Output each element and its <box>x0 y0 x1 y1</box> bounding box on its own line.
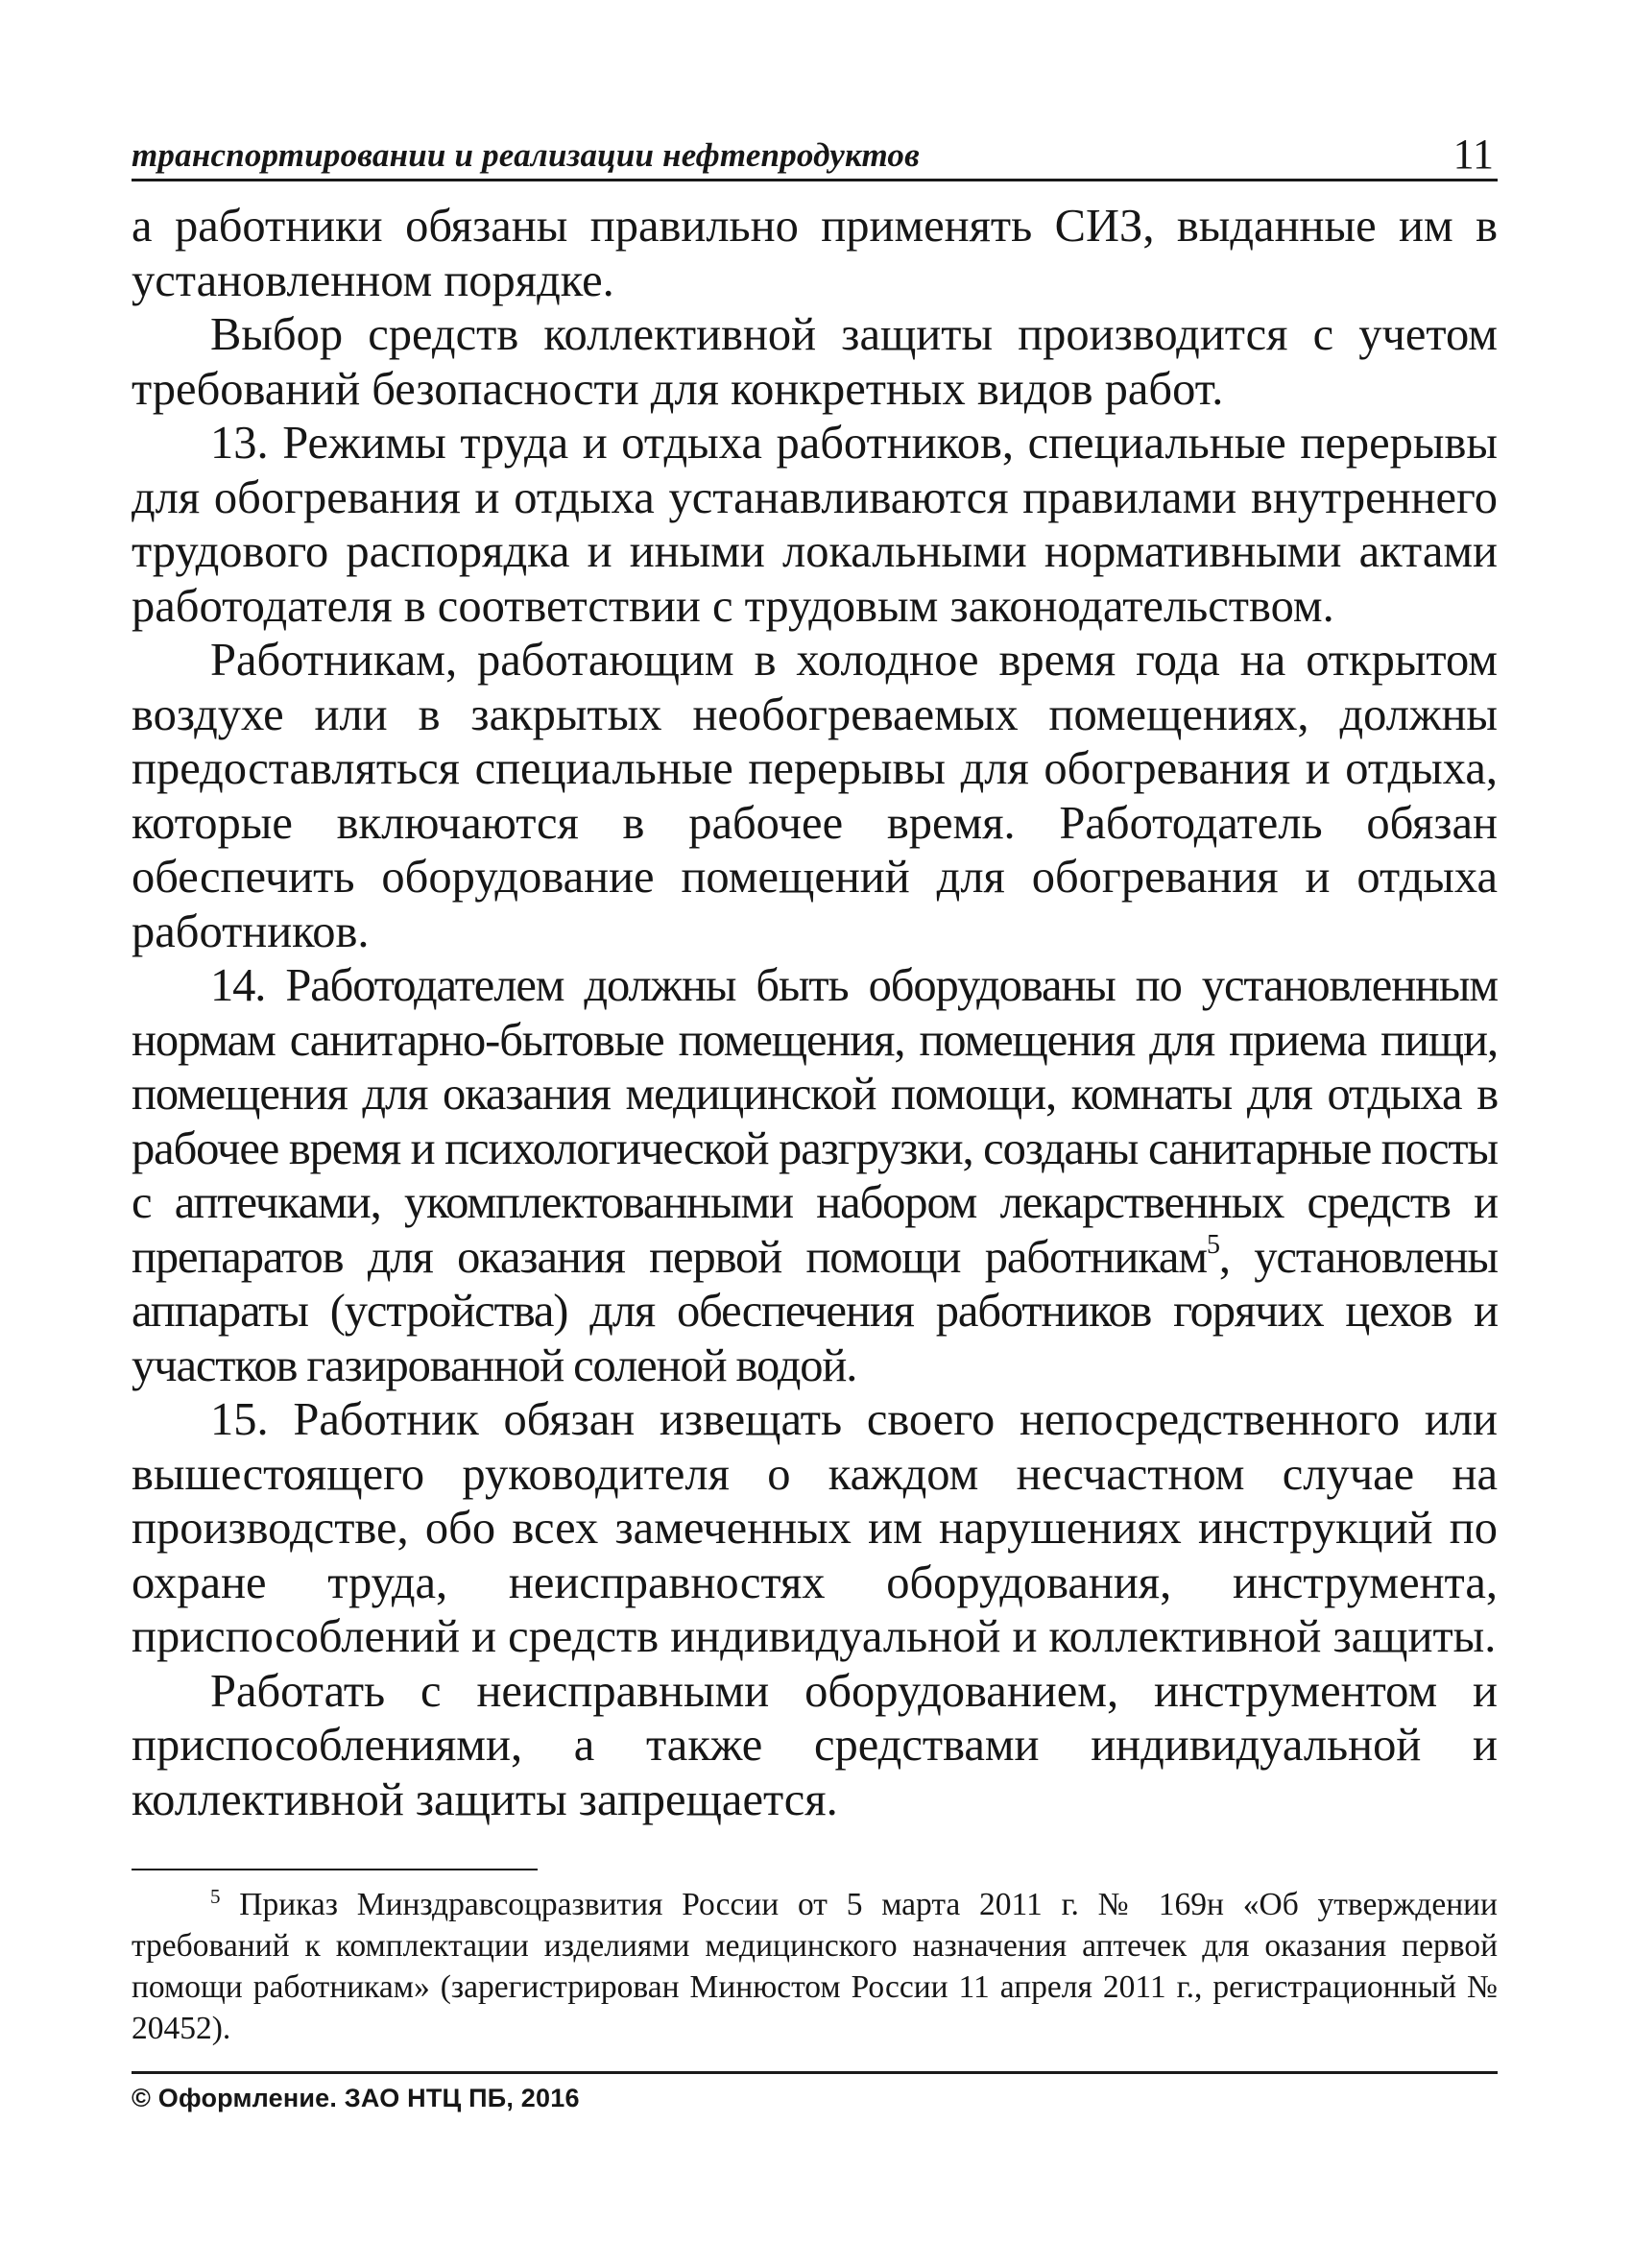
page-number: 11 <box>1452 131 1494 178</box>
document-page <box>132 0 1498 2268</box>
footnote-number: 5 <box>210 1885 221 1908</box>
paragraph-prohibition: Работать с неисправными оборудованием, инструментом и приспособлениями, а также средствами индивидуальной и коллективной защиты запрещается. <box>132 1665 1498 1825</box>
copyright-notice: © Оформление. ЗАО НТЦ ПБ, 2016 <box>132 2084 580 2112</box>
footnote-separator <box>132 1869 538 1870</box>
running-header <box>132 123 1498 181</box>
body-text <box>132 200 1498 1827</box>
footnote <box>132 1884 1498 2049</box>
running-title: транспортировании и реализации нефтепродуктов <box>132 136 920 174</box>
paragraph-item-14-text-end: , установлены аппараты (устройства) для обеспечения работников горячих цехов и участков газированной соленой водой. <box>132 1231 1498 1391</box>
footer-rule <box>132 2071 1498 2074</box>
footnote-text: Приказ Минздравсоцразвития России от 5 марта 2011 г. № 169н «Об утверждении требований к комплектации изделиями медицинского назначения аптечек для оказания первой помощи работникам» (зарегистрирован Минюстом России 11 апреля 2011 г., регистрационный № 20452). <box>132 1887 1498 2046</box>
footnote-reference: 5 <box>1206 1229 1219 1260</box>
paragraph-item-13: 13. Режимы труда и отдыха работников, специальные перерывы для обогревания и отдыха устанавливаются правилами внутреннего трудового распорядка и иными локальными нормативными актами работодателя в соответствии с трудовым законодательством. <box>132 418 1498 632</box>
paragraph-item-15: 15. Работник обязан извещать своего непосредственного или вышестоящего руководителя о каждом несчастном случае на производстве, обо всех замеченных им нарушениях инструкций по охране труда, неисправностях оборудования, инструмента, приспособлений и средств индивидуальной и коллективной защиты. <box>132 1394 1498 1662</box>
paragraph-item-14 <box>132 959 1498 1393</box>
paragraph-continuation: а работники обязаны правильно применять СИЗ, выданные им в установленном порядке. <box>132 201 1498 306</box>
paragraph-cold-season-breaks: Работникам, работающим в холодное время года на открытом воздухе или в закрытых необогреваемых помещениях, должны предоставляться специальные перерывы для обогревания и отдыха, которые включаются в рабочее время. Работодатель обязан обеспечить оборудование помещений для обогревания и отдыха работников. <box>132 635 1498 957</box>
paragraph-collective-protection: Выбор средств коллективной защиты производится с учетом требований безопасности для конкретных видов работ. <box>132 309 1498 415</box>
paragraph-item-14-text: 14. Работодателем должны быть оборудованы по установленным нормам санитарно-бытовые помещения, помещения для приема пищи, помещения для оказания медицинской помощи, комнаты для отдыха в рабочее время и психологической разгрузки, созданы санитарные посты с аптечками, укомплектованными набором лекарственных средств и препаратов для оказания первой помощи работникам <box>132 960 1498 1283</box>
